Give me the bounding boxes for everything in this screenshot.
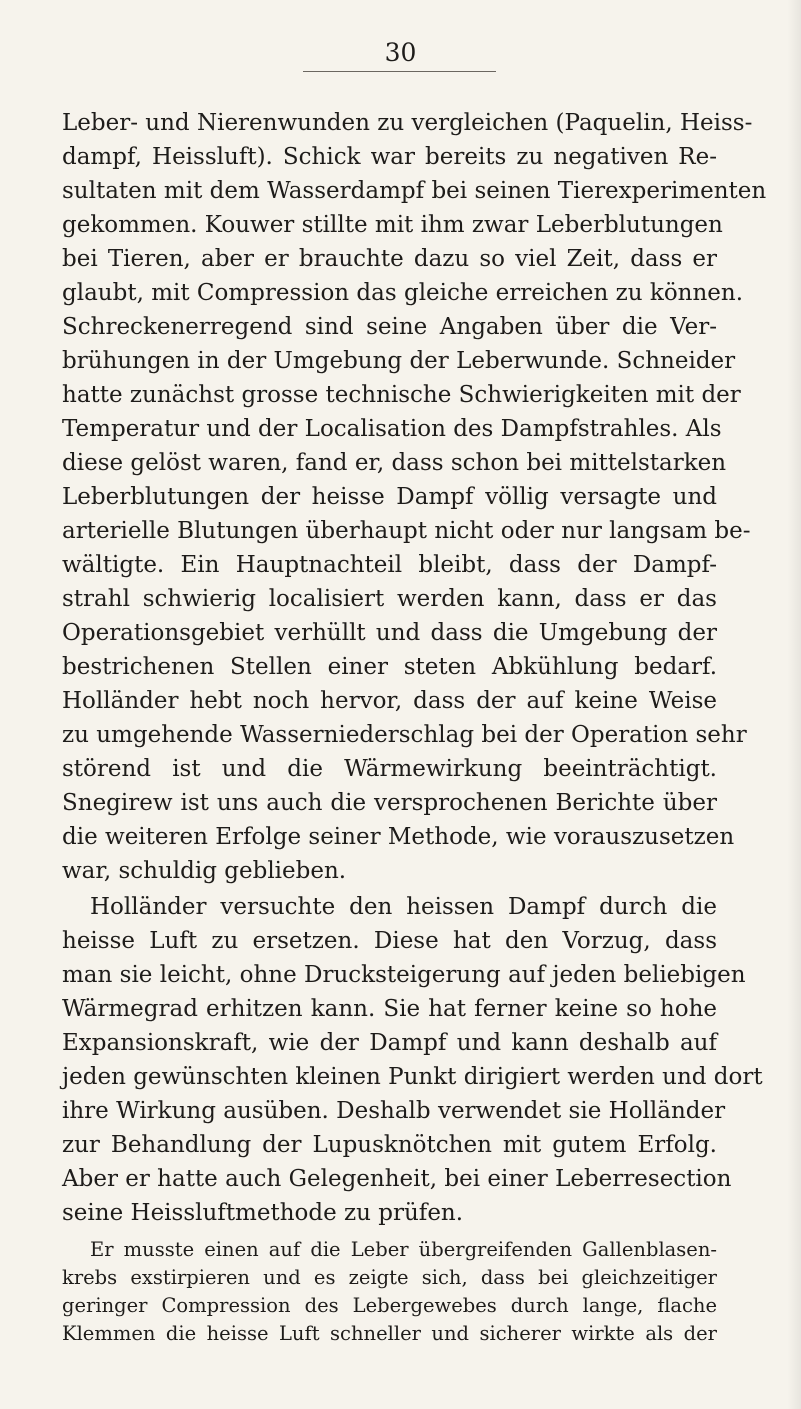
text-line: Operationsgebiet verhüllt und dass die Umgebung der: [62, 620, 717, 646]
text-line: Wärmegrad erhitzen kann. Sie hat ferner keine so hohe: [62, 996, 717, 1022]
text-line: zur Behandlung der Lupusknötchen mit gutem Erfolg.: [62, 1132, 717, 1158]
text-line: man sie leicht, ohne Drucksteigerung auf jeden beliebigen: [62, 962, 746, 988]
text-line: wältigte. Ein Hauptnachteil bleibt, dass der Dampf-: [62, 552, 717, 578]
text-line: die weiteren Erfolge seiner Methode, wie vorauszusetzen: [62, 824, 735, 850]
header-rule: [303, 71, 496, 72]
text-line: Temperatur und der Localisation des Dampfstrahles. Als: [62, 416, 722, 442]
text-line: Holländer versuchte den heissen Dampf durch die: [90, 894, 717, 920]
text-line: sultaten mit dem Wasserdampf bei seinen Tierexperimenten: [62, 178, 767, 204]
text-line: heisse Luft zu ersetzen. Diese hat den Vorzug, dass: [62, 928, 717, 954]
text-line: Leber- und Nierenwunden zu vergleichen (Paquelin, Heiss-: [62, 110, 753, 136]
text-line: Holländer hebt noch hervor, dass der auf keine Weise: [62, 688, 717, 714]
text-line: Snegirew ist uns auch die versprochenen Berichte über: [62, 790, 717, 816]
text-line: jeden gewünschten kleinen Punkt dirigiert werden und dort: [62, 1064, 763, 1090]
text-line: ihre Wirkung ausüben. Deshalb verwendet sie Holländer: [62, 1098, 726, 1124]
text-line: dampf, Heissluft). Schick war bereits zu negativen Re-: [62, 144, 717, 170]
page-edge-shadow: [787, 0, 801, 1409]
text-line: diese gelöst waren, fand er, dass schon bei mittelstarken: [62, 450, 727, 476]
text-line: gekommen. Kouwer stillte mit ihm zwar Leberblutungen: [62, 212, 723, 238]
text-line: zu umgehende Wasserniederschlag bei der Operation sehr: [62, 722, 747, 748]
page-number: 30: [384, 38, 417, 67]
small-text-line: Er musste einen auf die Leber übergreifenden Gallenblasen-: [90, 1238, 717, 1261]
text-line: strahl schwierig localisiert werden kann, dass er das: [62, 586, 717, 612]
text-line: Expansionskraft, wie der Dampf und kann deshalb auf: [62, 1030, 717, 1056]
text-line: bei Tieren, aber er brauchte dazu so viel Zeit, dass er: [62, 246, 717, 272]
text-line: störend ist und die Wärmewirkung beeinträchtigt.: [62, 756, 717, 782]
text-line: bestrichenen Stellen einer steten Abkühlung bedarf.: [62, 654, 717, 680]
text-line: war, schuldig geblieben.: [62, 858, 347, 884]
text-line: arterielle Blutungen überhaupt nicht oder nur langsam be-: [62, 518, 751, 544]
text-line: Leberblutungen der heisse Dampf völlig versagte und: [62, 484, 717, 510]
text-line: glaubt, mit Compression das gleiche erreichen zu können.: [62, 280, 744, 306]
text-line: brühungen in der Umgebung der Leberwunde. Schneider: [62, 348, 736, 374]
text-line: Aber er hatte auch Gelegenheit, bei einer Leberresection: [62, 1166, 732, 1192]
text-line: Schreckenerregend sind seine Angaben über die Ver-: [62, 314, 717, 340]
small-text-line: geringer Compression des Lebergewebes durch lange, flache: [62, 1294, 717, 1317]
text-line: seine Heissluftmethode zu prüfen.: [62, 1200, 464, 1226]
small-text-line: Klemmen die heisse Luft schneller und sicherer wirkte als der: [62, 1322, 717, 1345]
text-line: hatte zunächst grosse technische Schwierigkeiten mit der: [62, 382, 741, 408]
small-text-line: krebs exstirpieren und es zeigte sich, dass bei gleichzeitiger: [62, 1266, 717, 1289]
